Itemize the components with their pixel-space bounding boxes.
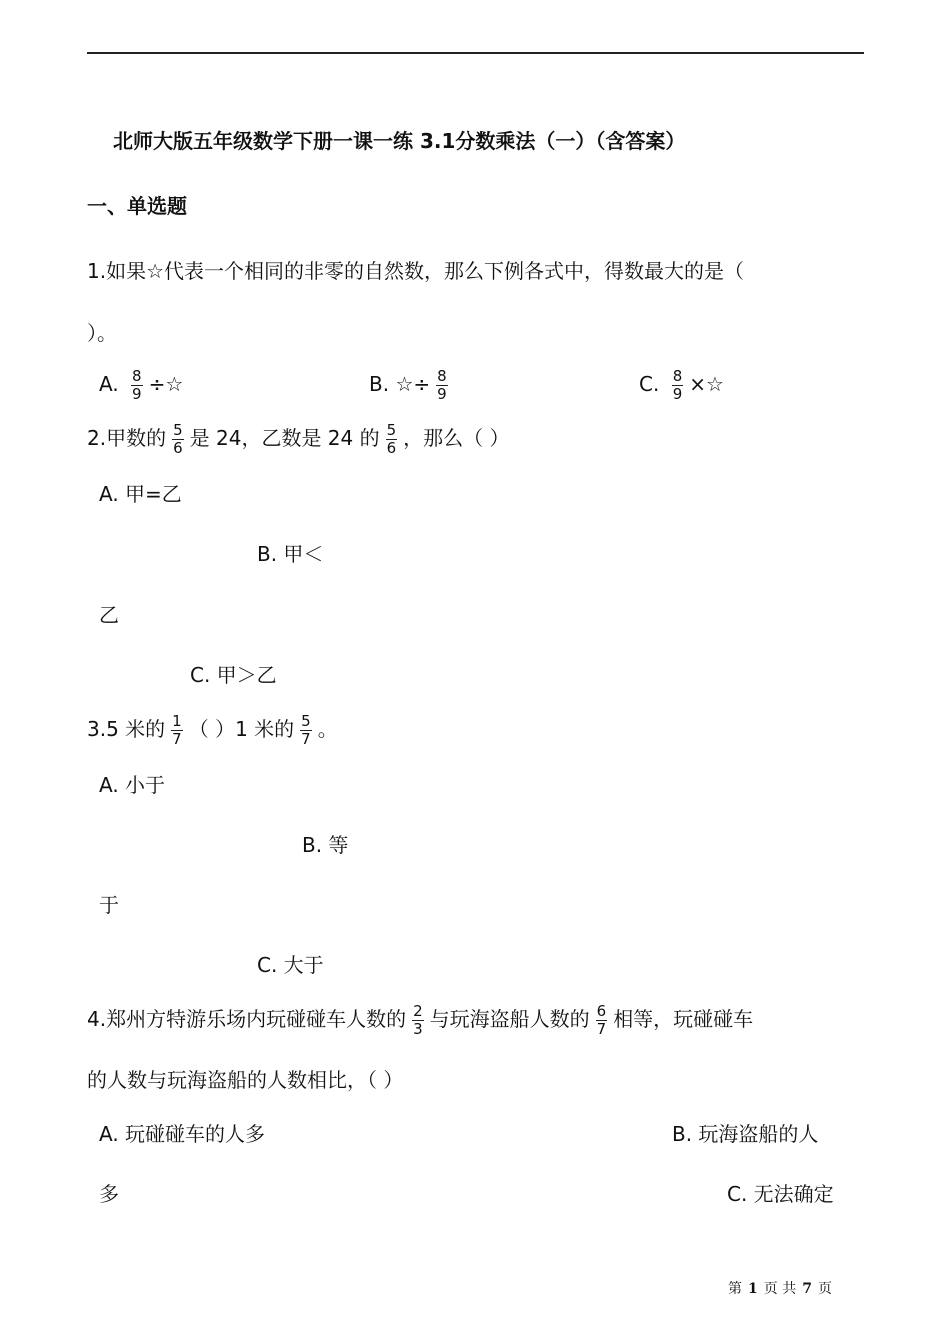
- q4-option-a[interactable]: A. 玩碰碰车的人多: [99, 1122, 266, 1146]
- q3-stem: 3.5 米的 $\frac{1}{7}$ （ ）1 米的 $\frac{5}{7}$ 。: [87, 712, 338, 748]
- q4-option-c[interactable]: C. 无法确定: [727, 1182, 834, 1206]
- q3-option-a[interactable]: A. 小于: [99, 773, 166, 797]
- q3-option-b[interactable]: B. 等: [302, 833, 349, 857]
- section-heading: 一、单选题: [87, 194, 187, 218]
- q4-option-b[interactable]: B. 玩海盗船的人: [672, 1122, 819, 1146]
- q1-option-c[interactable]: C. $\frac{8}{9}$ ×☆: [639, 367, 724, 403]
- q3-option-c[interactable]: C. 大于: [257, 953, 324, 977]
- fraction: $\frac{2}{3}$: [413, 1002, 423, 1038]
- fraction: $\frac{8}{9}$: [672, 367, 683, 403]
- q2-option-b[interactable]: B. 甲＜: [257, 542, 324, 566]
- q1-stem-cont: ）。: [87, 321, 117, 345]
- fraction: $\frac{6}{7}$: [596, 1002, 607, 1038]
- q2-option-a[interactable]: A. 甲=乙: [99, 482, 182, 506]
- q4-stem-cont: 的人数与玩海盗船的人数相比，（ ）: [87, 1068, 404, 1092]
- document-title: 北师大版五年级数学下册一课一练 3.1分数乘法（一）（含答案）: [113, 129, 686, 153]
- q2-option-c[interactable]: C. 甲＞乙: [190, 663, 277, 687]
- fraction: $\frac{5}{7}$: [301, 712, 311, 748]
- fraction: $\frac{5}{6}$: [173, 421, 183, 457]
- fraction: $\frac{5}{6}$: [386, 421, 397, 457]
- fraction: $\frac{1}{7}$: [172, 712, 182, 748]
- fraction: $\frac{8}{9}$: [437, 367, 447, 403]
- fraction: $\frac{8}{9}$: [132, 367, 142, 403]
- q1-stem: 1.如果☆代表一个相同的非零的自然数，那么下例各式中，得数最大的是（: [87, 259, 745, 283]
- q2-stem: 2.甲数的 $\frac{5}{6}$ 是 24，乙数是 24 的 $\frac{5}{6}$ ，那么（ ）: [87, 421, 510, 457]
- q1-option-a[interactable]: A. $\frac{8}{9}$ ÷☆: [99, 367, 184, 403]
- q3-option-b-cont[interactable]: 于: [99, 893, 119, 917]
- q4-option-b-cont[interactable]: 多: [99, 1182, 119, 1206]
- page-footer: 第 1 页 共 7 页: [728, 1281, 832, 1297]
- q1-option-b[interactable]: B. ☆÷ $\frac{8}{9}$: [369, 367, 447, 403]
- header-rule: [87, 52, 864, 54]
- q4-stem: 4.郑州方特游乐场内玩碰碰车人数的 $\frac{2}{3}$ 与玩海盗船人数的 $\frac{6}{7}$ 相等，玩碰碰车: [87, 1002, 754, 1038]
- q2-option-b-cont[interactable]: 乙: [99, 603, 119, 627]
